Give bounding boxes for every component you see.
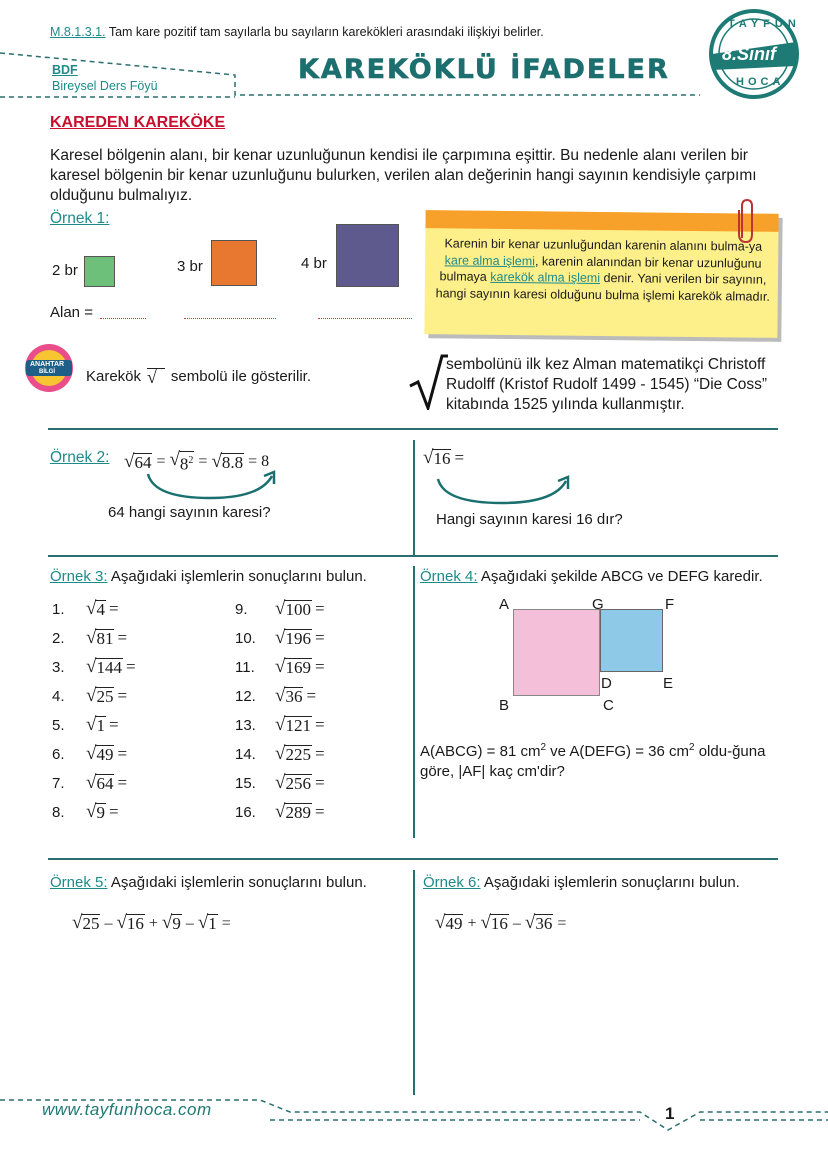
divider-3 (48, 858, 778, 860)
tayfun-hoca-badge (708, 8, 800, 100)
exercise-number: 10. (235, 630, 256, 647)
key-badge-bottom: BİLGİ (39, 369, 55, 375)
exercise-item (235, 629, 325, 648)
exercise-number: 12. (235, 688, 256, 705)
exercise-number: 14. (235, 746, 256, 763)
section-heading: KAREDEN KAREKÖKE (50, 114, 226, 131)
exercise-item (235, 774, 325, 793)
divider-1 (48, 428, 778, 430)
point-c: C (603, 697, 614, 714)
symbol-sentence: Karekök √ sembolü ile gösterilir. (86, 367, 311, 387)
exercise-number: 7. (52, 775, 65, 792)
exercise-item (52, 774, 127, 793)
exercise-item (52, 600, 119, 619)
square-label-2: 3 br (177, 258, 203, 275)
example4-question: A(ABCG) = 81 $cm^2$ ve A(DEFG) = 36 $cm^2$ oldu-ğuna göre, |AF| kaç cm'dir? (420, 742, 766, 780)
example2-right-expression: √ 16 = (423, 447, 465, 468)
point-b: B (499, 697, 510, 714)
exercise-item (52, 803, 119, 822)
exercise-number: 13. (235, 717, 256, 734)
page-title: KAREKÖKLÜ İFADELER (298, 54, 670, 85)
divider-v3 (413, 870, 415, 1095)
divider-v1 (413, 440, 415, 556)
objective-code[interactable]: M.8.1.3.1. (50, 25, 106, 39)
page-number: 1 (665, 1104, 675, 1123)
point-a: A (499, 596, 510, 613)
example1-label: Örnek 1: (50, 210, 110, 227)
badge-bottom-text: HOCA (736, 76, 785, 88)
square-label-3: 4 br (301, 255, 327, 272)
point-e: E (663, 675, 674, 692)
exercise-radical: √ 36 = (275, 685, 317, 706)
square-label-1: 2 br (52, 262, 78, 279)
exercise-radical: √ 9 = (86, 801, 119, 822)
exercise-radical: √ 256 = (275, 772, 325, 793)
note-box (424, 210, 778, 338)
key-info-badge (20, 340, 78, 394)
exercise-item (235, 600, 325, 619)
paperclip-icon (736, 198, 756, 246)
exercise-item (235, 687, 316, 706)
footer-website[interactable]: www.tayfunhoca.com (42, 1100, 212, 1119)
exercise-radical: √ 144 = (86, 656, 136, 677)
area-blank-3[interactable] (318, 318, 412, 319)
point-g: G (592, 596, 604, 613)
exercise-item (52, 716, 119, 735)
divider-2 (48, 555, 778, 557)
exercise-radical: √ 1 = (86, 714, 119, 735)
divider-v2 (413, 566, 415, 838)
example2-label: Örnek 2: (50, 449, 110, 466)
exercise-number: 11. (235, 659, 255, 676)
exercise-number: 2. (52, 630, 65, 647)
radical-symbol-icon: √ (147, 368, 165, 385)
large-radical-icon (408, 352, 448, 410)
exercise-item (235, 745, 325, 764)
exercise-item (52, 629, 127, 648)
square-2br (84, 256, 115, 287)
exercise-item (235, 803, 325, 822)
exercise-number: 1. (52, 601, 65, 618)
exercise-number: 16. (235, 804, 256, 821)
example2-expression: √ 64 = √ $8^2$ = √ 8.8 = 8 (124, 449, 270, 474)
exercise-number: 15. (235, 775, 256, 792)
exercise-radical: √ 169 = (275, 656, 325, 677)
point-d: D (601, 675, 612, 692)
square-4br (336, 224, 399, 287)
exercise-number: 3. (52, 659, 65, 676)
exercise-number: 6. (52, 746, 65, 763)
exercise-radical: √ 100 = (275, 598, 325, 619)
exercise-radical: √ 64 = (86, 772, 128, 793)
example3-heading: Örnek 3: Aşağıdaki işlemlerin sonuçlarını bulun. (50, 568, 367, 585)
exercise-number: 4. (52, 688, 65, 705)
exercise-number: 9. (235, 601, 248, 618)
history-text: sembolünü ilk kez Alman matematikçi Christoff Rudolff (Kristof Rudolf 1499 - 1545) “Die Coss” kitabında 1525 yılında kullanmıştır. (446, 356, 768, 413)
note-text: Karenin bir kenar uzunluğundan karenin alanını bulma-ya kare alma işlemi, karenin alanından bir kenar uzunluğunu bulmaya karekök alma işlemi denir. Yani verilen bir sayının, hangi sayının karesi olduğunu bulma işlemi karekök almadır. (435, 236, 770, 304)
exercise-item (52, 745, 127, 764)
exercise-radical: √ 25 = (86, 685, 128, 706)
exercise-radical: √ 121 = (275, 714, 325, 735)
example5-heading: Örnek 5: Aşağıdaki işlemlerin sonuçlarını bulun. (50, 874, 367, 891)
area-label: Alan = (50, 304, 93, 321)
point-f: F (665, 596, 675, 613)
square-defg (600, 609, 663, 672)
example6-expression: √ 49 + √ 16 – √ 36 = (435, 912, 567, 933)
example2-caption: 64 hangi sayının karesi? (108, 504, 271, 521)
example6-heading: Örnek 6: Aşağıdaki işlemlerin sonuçlarını bulun. (423, 874, 740, 891)
bdf-full: Bireysel Ders Föyü (52, 79, 158, 93)
square-3br (211, 240, 257, 286)
objective-text: Tam kare pozitif tam sayılarla bu sayıların karekökleri arasındaki ilişkiyi belirler. (108, 25, 544, 39)
key-badge-top: ANAHTAR (30, 361, 65, 368)
objective-line (50, 25, 544, 39)
exercise-number: 5. (52, 717, 65, 734)
badge-mid-text: 8.Sınıf (722, 44, 777, 64)
area-blank-1[interactable] (100, 318, 146, 319)
exercise-radical: √ 49 = (86, 743, 128, 764)
exercise-radical: √ 289 = (275, 801, 325, 822)
badge-top-text: TAYFUN (728, 18, 801, 30)
exercise-radical: √ 196 = (275, 627, 325, 648)
intro-paragraph: Karesel bölgenin alanı, bir kenar uzunluğunun kendisi ile çarpımına eşittir. Bu nedenle alanı verilen bir karesel bölgenin bir kenar uzunluğunu bulurken, verilen alan değerinin hangi sayının kendisiyle çarpımı olduğunu bulmalıyız. (50, 147, 757, 204)
area-blank-2[interactable] (184, 318, 276, 319)
example4-heading: Örnek 4: Aşağıdaki şekilde ABCG ve DEFG karedir. (420, 568, 763, 585)
square-abcg (513, 609, 600, 696)
example2-right-caption: Hangi sayının karesi 16 dır? (436, 511, 623, 528)
exercise-radical: √ 225 = (275, 743, 325, 764)
exercise-item (235, 658, 325, 677)
exercise-radical: √ 4 = (86, 598, 119, 619)
exercise-number: 8. (52, 804, 65, 821)
example2-arrow-icon (140, 468, 280, 502)
bdf-label: BDF (52, 63, 78, 77)
exercise-item (52, 658, 136, 677)
example2-right-arrow-icon (430, 473, 575, 507)
exercise-item (52, 687, 127, 706)
example5-expression: √ 25 – √ 16 + √ 9 – √ 1 = (72, 912, 231, 933)
exercise-radical: √ 81 = (86, 627, 128, 648)
exercise-item (235, 716, 325, 735)
